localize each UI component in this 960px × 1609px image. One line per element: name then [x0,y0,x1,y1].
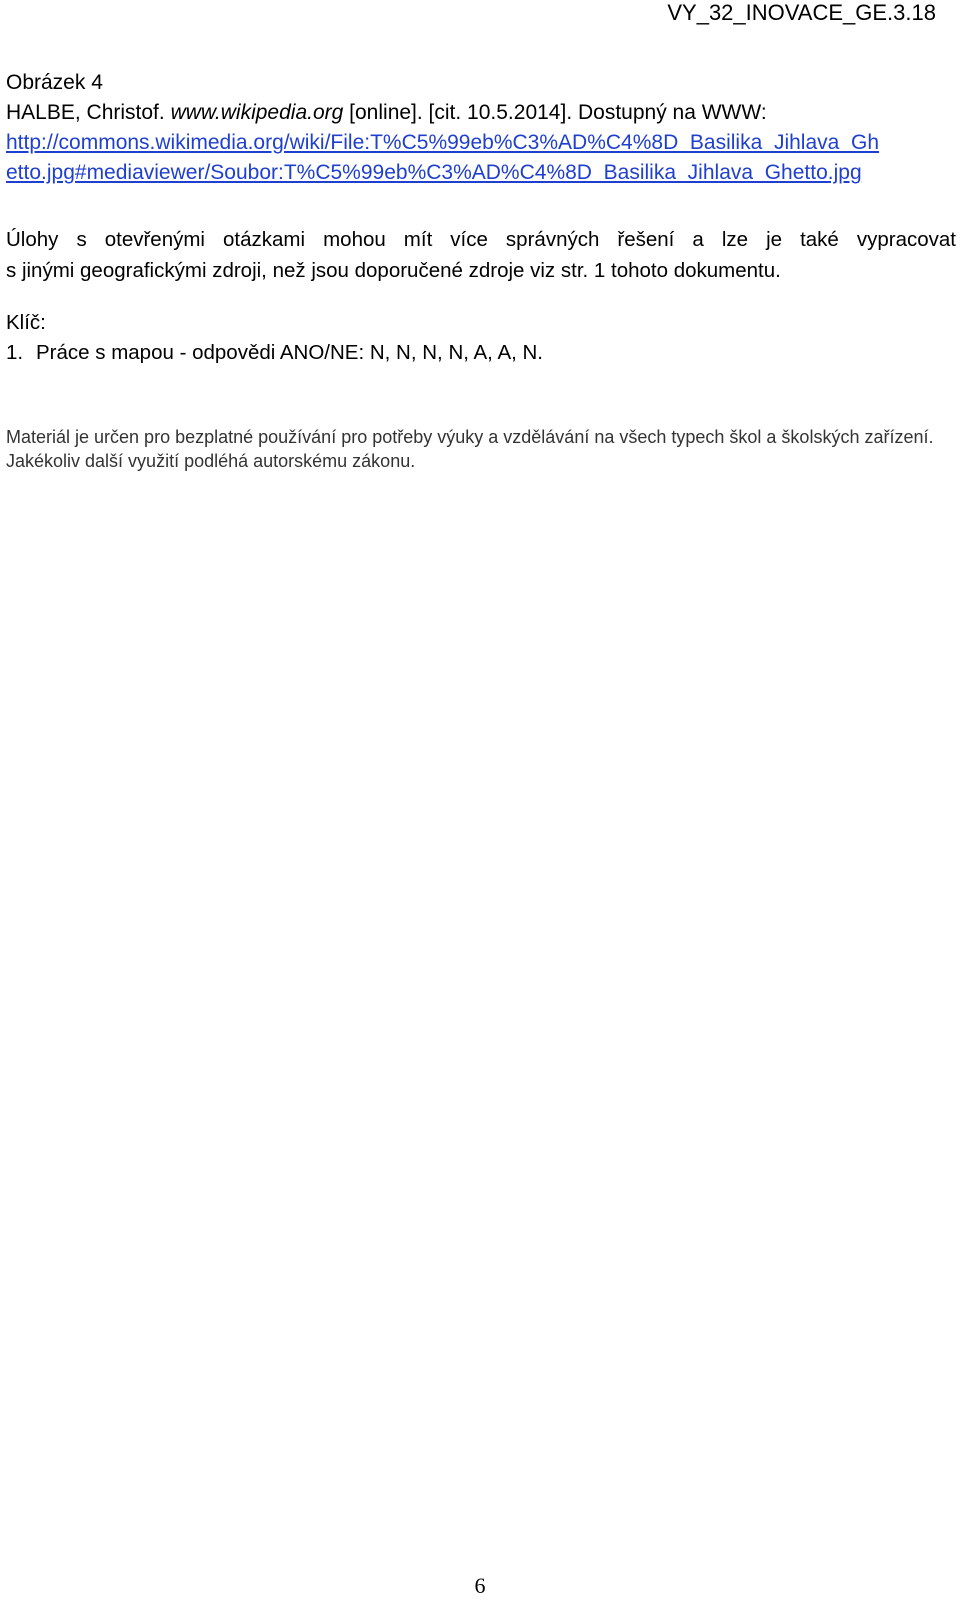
figure-caption: Obrázek 4 [6,71,103,94]
source-url-link-line2[interactable]: etto.jpg#mediaviewer/Soubor:T%C5%99eb%C3%AD%C4%8D_Basilika_Jihlava_Ghetto.jpg [6,161,862,184]
document-code: VY_32_INOVACE_GE.3.18 [667,0,936,25]
citation-details: [online]. [cit. 10.5.2014]. Dostupný na WWW: [349,101,767,124]
page-number: 6 [474,1573,486,1598]
tasks-note-line1: Úlohy s otevřenými otázkami mohou mít více správných řešení a lze je také vypracovat [6,228,956,251]
license-notice: Materiál je určen pro bezplatné používání pro potřeby výuky a vzdělávání na všech typech škol a školských zařízení. Jakékoliv další využití podléhá autorskému zákonu. [6,427,934,471]
source-url-link-line1[interactable]: http://commons.wikimedia.org/wiki/File:T%C5%99eb%C3%AD%C4%8D_Basilika_Jihlava_Gh [6,131,880,154]
tasks-note [6,224,956,286]
key-list-item [6,340,543,366]
citation-site: www.wikipedia.org [170,101,344,124]
tasks-note-line2: s jinými geografickými zdroji, než jsou doporučené zdroje viz str. 1 tohoto dokumentu. [6,259,781,282]
figure-citation [6,100,767,126]
key-label: Klíč: [6,311,46,334]
key-item-number: 1. [6,341,24,364]
citation-author: HALBE, Christof. [6,101,165,124]
key-item-text: Práce s mapou - odpovědi ANO/NE: N, N, N, N, A, A, N. [36,341,544,364]
